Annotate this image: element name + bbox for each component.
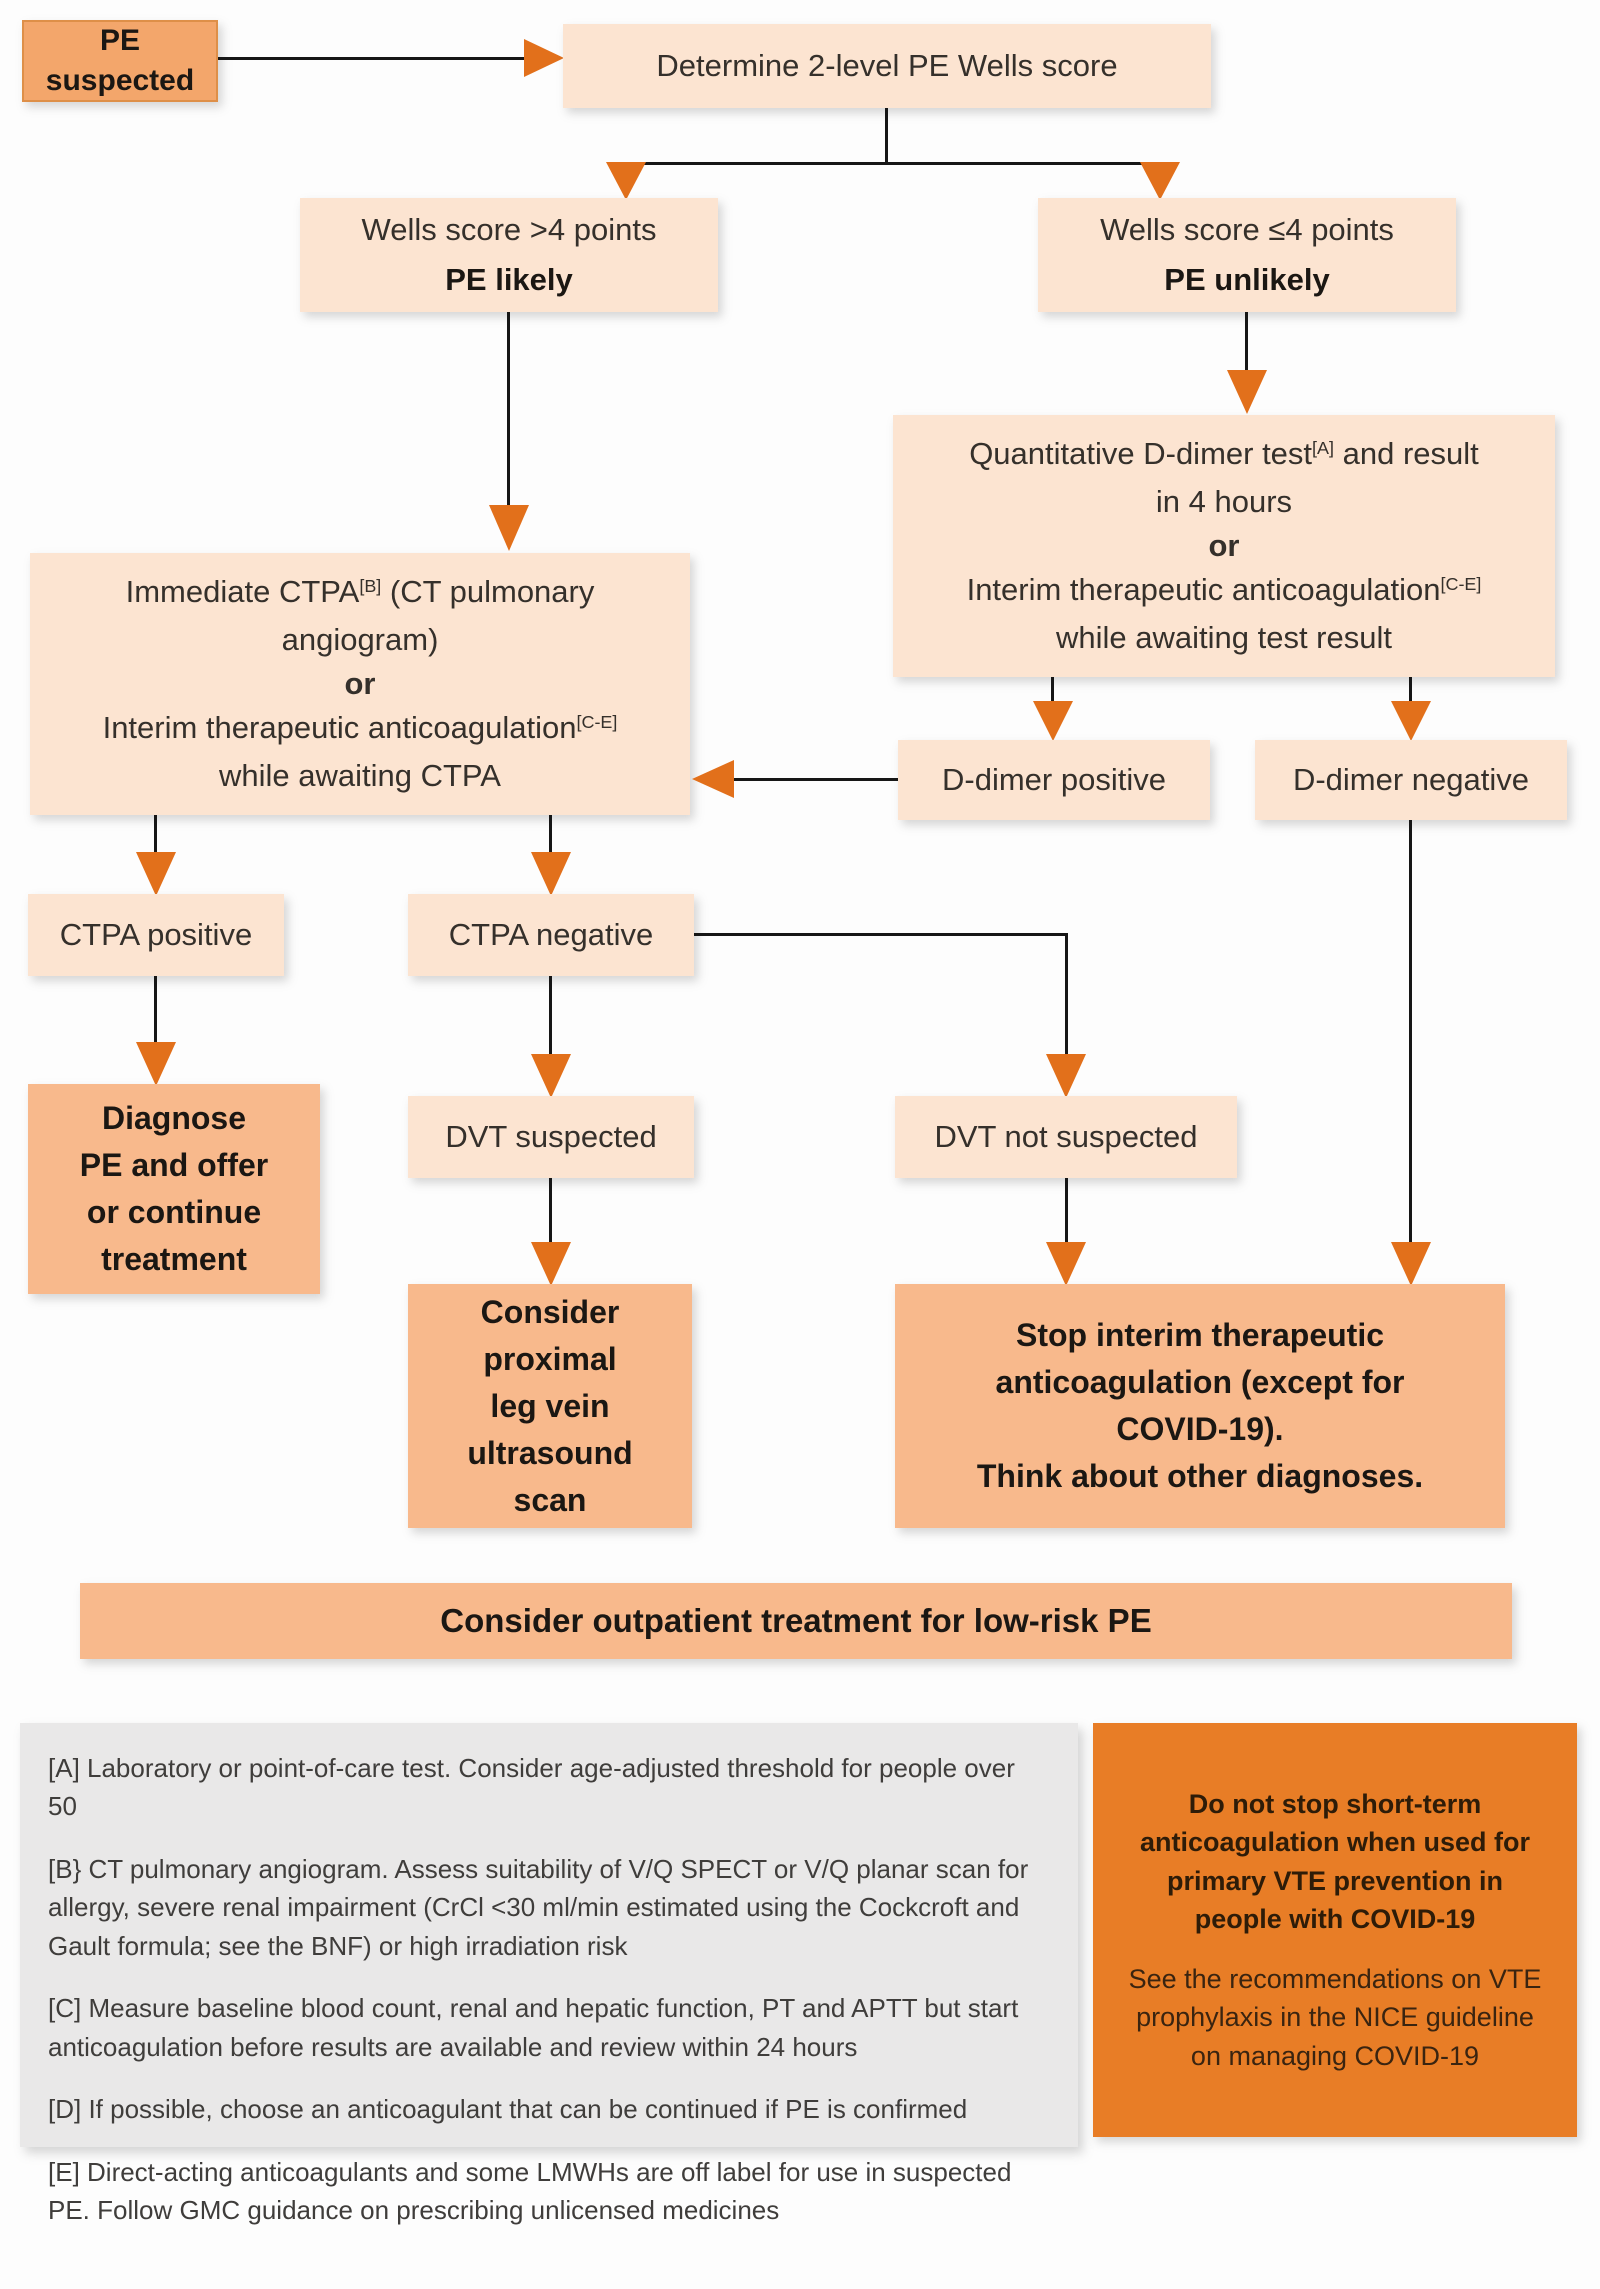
node-label: DVT not suspected (934, 1119, 1198, 1155)
node-ctpa-positive (28, 894, 284, 976)
node-stop-interim (895, 1284, 1505, 1528)
node-line: in 4 hours (1155, 484, 1293, 519)
connector-pe-likely-down (507, 312, 510, 506)
covid-note-panel (1093, 1723, 1577, 2137)
connector-pe-unlikely-down (1245, 312, 1248, 372)
connector-ctpa-neg-down (549, 815, 552, 855)
flow-arrow-down-icon (136, 1042, 176, 1086)
node-dvt-suspected (408, 1096, 694, 1178)
connector-determine-down (885, 108, 888, 164)
connector-ddimer-neg-down (1409, 677, 1412, 703)
node-label: CTPA negative (448, 917, 654, 953)
footnote-c: [C] Measure baseline blood count, renal and hepatic function, PT and APTT but start anticoagulation before results are available and review within 24 hours (48, 1993, 1019, 2062)
text-segment: and result (1334, 436, 1479, 471)
node-ddimer-negative (1255, 740, 1567, 820)
connector-start (218, 57, 526, 60)
flow-arrow-left-icon (692, 760, 734, 798)
node-line (969, 432, 1479, 480)
node-line-bold: COVID-19). (1116, 1411, 1284, 1447)
flow-arrow-down-icon (1391, 1242, 1431, 1286)
node-wells-le4 (1038, 198, 1456, 312)
connector-ctpa-pos-down (154, 815, 157, 855)
footnotes-panel (20, 1723, 1078, 2226)
flow-arrow-down-icon (531, 1054, 571, 1098)
node-label: D-dimer positive (942, 762, 1166, 798)
connector-ddimer-pos-down (1051, 677, 1054, 703)
node-line-bold: Think about other diagnoses. (976, 1458, 1424, 1494)
node-line-bold: Stop interim therapeutic (1015, 1317, 1385, 1353)
connector-to-consider-scan (549, 1178, 552, 1244)
footnote-ref: [C-E] (1440, 574, 1482, 595)
footnote-ref: [C-E] (576, 712, 618, 733)
footnote-a: [A] Laboratory or point-of-care test. Consider age-adjusted threshold for people over 50 (48, 1753, 1015, 1822)
node-line-bold: PE likely (445, 262, 573, 297)
node-line-bold: Diagnose (101, 1100, 247, 1136)
flow-arrow-down-icon (531, 1242, 571, 1286)
node-line: while awaiting test result (1056, 620, 1392, 655)
node-line-bold: ultrasound (467, 1434, 633, 1471)
node-label: D-dimer negative (1292, 762, 1530, 798)
node-label: Determine 2-level PE Wells score (656, 48, 1118, 84)
flow-arrow-right-icon (524, 39, 564, 77)
node-line-bold: proximal (483, 1340, 617, 1377)
node-line-bold: PE and offer (79, 1147, 269, 1183)
node-line: Wells score >4 points (361, 212, 657, 248)
node-line (967, 568, 1482, 616)
node-diagnose-pe (28, 1084, 320, 1294)
node-determine-wells (563, 24, 1211, 108)
node-label: PE suspected (45, 23, 195, 97)
node-line: Wells score ≤4 points (1100, 212, 1394, 248)
connector-split (625, 162, 1162, 165)
flow-arrow-down-icon (1033, 701, 1073, 741)
node-ddimer-positive (898, 740, 1210, 820)
connector-to-dvt-suspected (549, 976, 552, 1056)
flow-arrow-down-icon (1140, 162, 1180, 200)
node-line: angiogram) (281, 622, 439, 657)
text-segment: Interim therapeutic anticoagulation (102, 710, 577, 745)
node-ctpa-pathway (30, 553, 690, 815)
node-line-bold: Consider (480, 1293, 620, 1330)
node-line-bold: or continue (86, 1194, 262, 1230)
covid-note-heading: Do not stop short-term anticoagulation when used for primary VTE prevention in people with COVID-19 (1139, 1788, 1531, 1934)
node-line (103, 706, 618, 754)
connector-ctpa-neg-elbow-v (1065, 933, 1068, 1056)
node-ddimer-pathway (893, 415, 1555, 677)
flow-arrow-down-icon (489, 505, 529, 551)
node-pe-suspected (22, 20, 218, 102)
node-ctpa-negative (408, 894, 694, 976)
node-line: while awaiting CTPA (219, 758, 501, 793)
node-line-bold: leg vein (490, 1387, 610, 1424)
node-dvt-not-suspected (895, 1096, 1237, 1178)
connector-to-diagnose (154, 976, 157, 1044)
node-line (126, 570, 595, 618)
or-label: or (344, 666, 376, 701)
flow-arrow-down-icon (606, 162, 646, 200)
banner-outpatient-treatment (80, 1583, 1512, 1659)
footnote-ref: [B] (359, 576, 382, 597)
footnote-e: [E] Direct-acting anticoagulants and some LMWHs are off label for use in suspected PE. Follow GMC guidance on prescribing unlicensed medicines (48, 2156, 1012, 2226)
text-segment: Interim therapeutic anticoagulation (966, 572, 1441, 607)
flow-arrow-down-icon (1046, 1242, 1086, 1286)
node-label: DVT suspected (445, 1119, 657, 1155)
flow-arrow-down-icon (136, 852, 176, 896)
flow-arrow-down-icon (1227, 370, 1267, 414)
node-line-bold: anticoagulation (except for (995, 1364, 1405, 1400)
connector-ddimer-pos-to-ctpa (734, 778, 898, 781)
node-label: CTPA positive (59, 917, 253, 953)
footnote-d: [D] If possible, choose an anticoagulant that can be continued if PE is confirmed (48, 2094, 968, 2125)
node-wells-gt4 (300, 198, 718, 312)
connector-ctpa-neg-elbow-h (694, 933, 1068, 936)
flow-arrow-down-icon (1391, 701, 1431, 741)
banner-label: Consider outpatient treatment for low-risk PE (440, 1602, 1152, 1639)
or-label: or (1208, 528, 1240, 563)
node-consider-leg-vein-scan (408, 1284, 692, 1528)
text-segment: Quantitative D-dimer test (969, 436, 1313, 471)
node-line-bold: treatment (101, 1241, 247, 1277)
connector-to-stop-interim (1065, 1178, 1068, 1244)
node-line-bold: scan (513, 1481, 587, 1518)
text-segment: Immediate CTPA (125, 574, 360, 609)
text-segment: (CT pulmonary (381, 574, 595, 609)
flow-arrow-down-icon (531, 852, 571, 896)
flow-arrow-down-icon (1046, 1054, 1086, 1098)
footnote-ref: [A] (1312, 438, 1335, 459)
covid-note-body: See the recommendations on VTE prophylaxis in the NICE guideline on managing COVID-19 (1128, 1964, 1542, 2071)
footnote-b: [B} CT pulmonary angiogram. Assess suitability of V/Q SPECT or V/Q planar scan for allergy, severe renal impairment (CrCl <30 ml/min estimated using the Cockcroft and Gault formula; see the BNF) or high irradiation risk (48, 1853, 1029, 1961)
connector-ddimer-neg-long (1409, 820, 1412, 1244)
node-line-bold: PE unlikely (1164, 262, 1330, 297)
